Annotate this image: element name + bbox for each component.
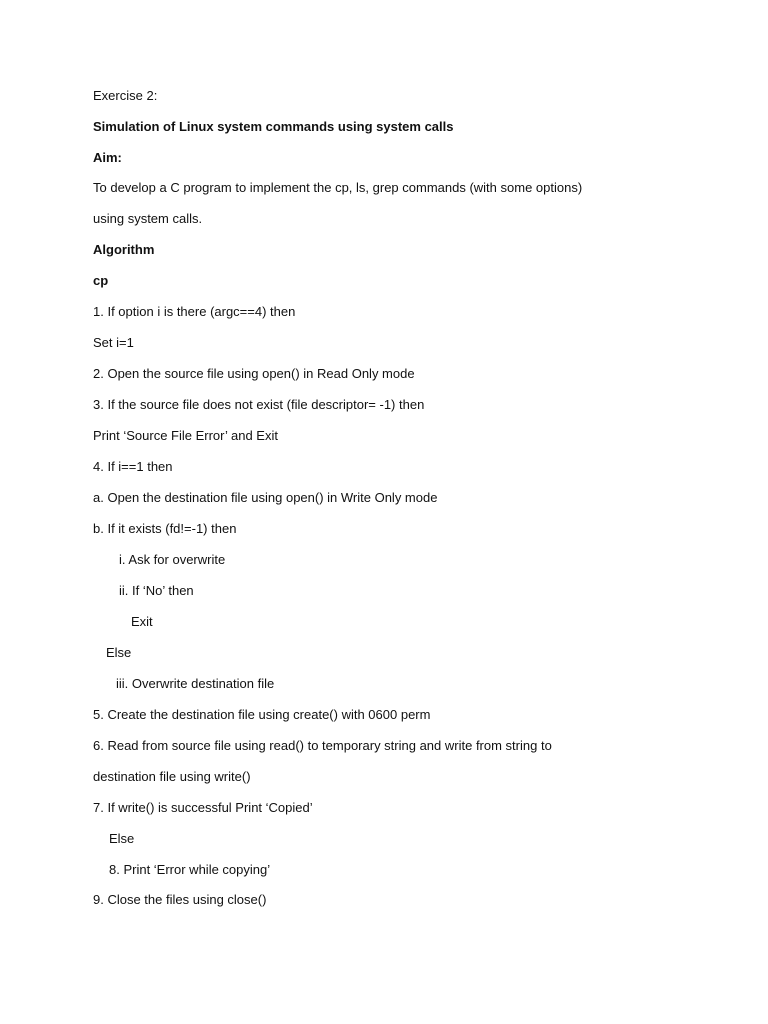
algorithm-step: ii. If ‘No’ then	[119, 583, 194, 598]
exercise-label: Exercise 2:	[93, 88, 158, 103]
algorithm-step: Print ‘Source File Error’ and Exit	[93, 428, 278, 443]
aim-text-line-1: To develop a C program to implement the cp, ls, grep commands (with some options)	[93, 180, 583, 195]
algorithm-step: Else	[109, 831, 135, 846]
algorithm-step: Exit	[131, 614, 153, 629]
algorithm-step: 5. Create the destination file using create() with 0600 perm	[93, 707, 431, 722]
algorithm-step: Else	[106, 645, 132, 660]
aim-text-line-2: using system calls.	[93, 211, 203, 226]
algorithm-step: 3. If the source file does not exist (file descriptor= -1) then	[93, 397, 425, 412]
algorithm-step: i. Ask for overwrite	[119, 552, 226, 567]
algorithm-step: 6. Read from source file using read() to temporary string and write from string to	[93, 738, 552, 753]
algorithm-step: 9. Close the files using close()	[93, 892, 267, 907]
algorithm-step: a. Open the destination file using open() in Write Only mode	[93, 490, 438, 505]
algorithm-step: 8. Print ‘Error while copying’	[109, 862, 271, 877]
cp-heading: cp	[93, 273, 109, 288]
algorithm-step: destination file using write()	[93, 769, 251, 784]
algorithm-step: Set i=1	[93, 335, 134, 350]
algorithm-step: iii. Overwrite destination file	[116, 676, 275, 691]
algorithm-step: 1. If option i is there (argc==4) then	[93, 304, 296, 319]
algorithm-step: 2. Open the source file using open() in Read Only mode	[93, 366, 415, 381]
aim-heading: Aim:	[93, 150, 122, 165]
document-title: Simulation of Linux system commands using system calls	[93, 119, 454, 134]
algorithm-step: 4. If i==1 then	[93, 459, 173, 474]
algorithm-heading: Algorithm	[93, 242, 155, 257]
algorithm-step: 7. If write() is successful Print ‘Copied’	[93, 800, 313, 815]
algorithm-step: b. If it exists (fd!=-1) then	[93, 521, 237, 536]
